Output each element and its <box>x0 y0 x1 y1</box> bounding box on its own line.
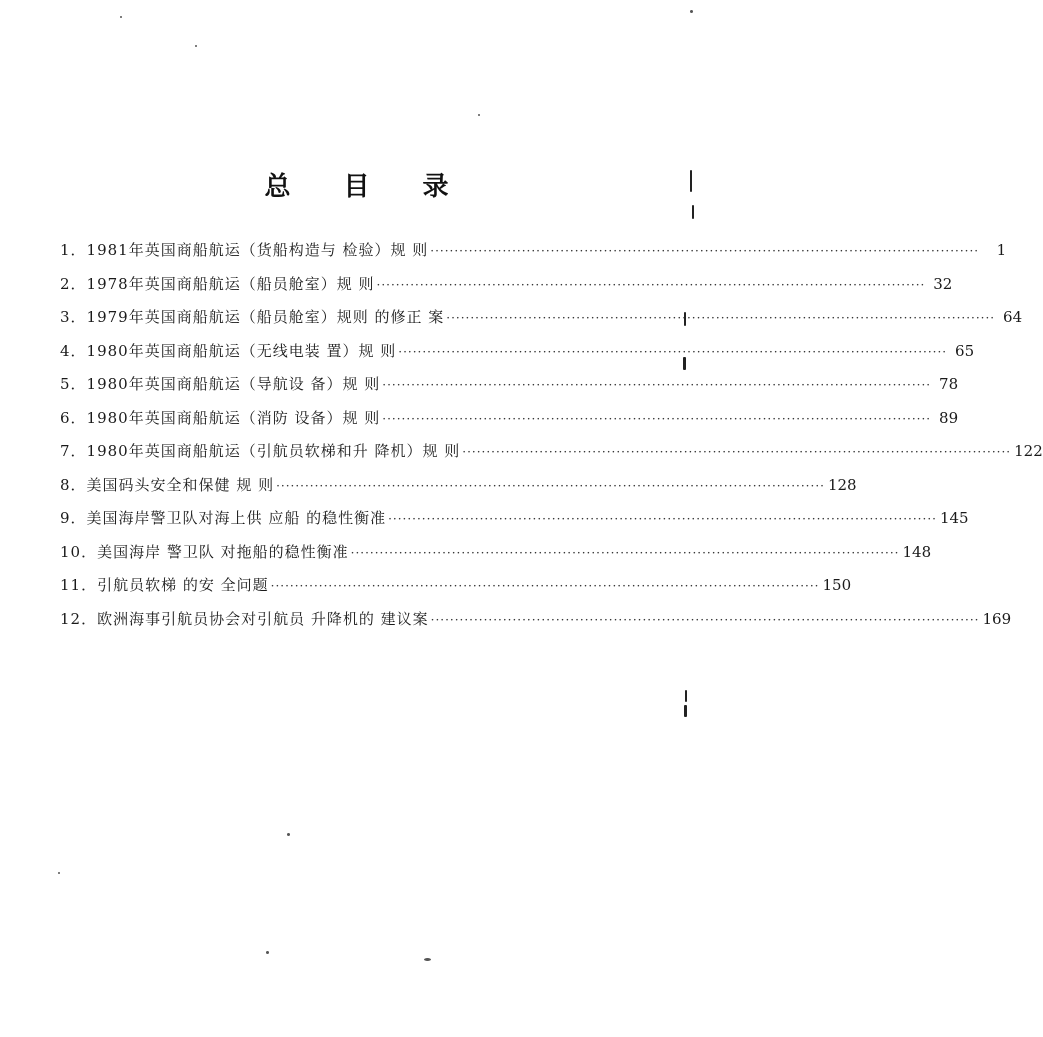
toc-entry <box>60 402 959 436</box>
toc-leader-dots <box>351 537 900 571</box>
scan-mark <box>683 357 686 370</box>
scan-speck <box>58 872 60 874</box>
toc-entry-title: 1981年英国商船航运（货船构造与 检验）规 则 <box>86 241 429 259</box>
toc-entry-page: 122 <box>1014 442 1043 460</box>
toc-entry-title: 美国海岸警卫队对海上供 应船 的稳性衡准 <box>86 509 387 527</box>
toc-leader-dots <box>271 570 820 604</box>
toc-entry-page: 78 <box>939 375 959 393</box>
toc-entry-title: 美国海岸 警卫队 对拖船的稳性衡准 <box>97 542 349 561</box>
toc-entry-number: 4． <box>60 341 87 360</box>
scan-mark <box>690 170 692 192</box>
toc-entry-page: 1 <box>996 241 1007 259</box>
scan-speck <box>690 10 693 13</box>
toc-entry-number: 2． <box>60 274 87 293</box>
toc-entry <box>60 469 857 503</box>
scan-mark <box>692 205 694 219</box>
toc-leader-dots <box>382 403 931 437</box>
toc-leader-dots <box>431 604 980 638</box>
toc-entry-page: 65 <box>955 341 975 360</box>
toc-leader-dots <box>462 436 1011 470</box>
scan-speck <box>424 958 431 961</box>
toc-leader-dots <box>382 369 931 403</box>
table-of-contents <box>60 234 1043 636</box>
toc-entry-page: 89 <box>939 408 959 427</box>
scan-speck <box>120 16 122 18</box>
toc-entry-number: 7． <box>60 442 87 460</box>
toc-entry-title: 1978年英国商船航运（船员舱室）规 则 <box>86 274 375 293</box>
scan-speck <box>287 833 290 836</box>
toc-entry-title: 引航员软梯 的安 全问题 <box>97 576 269 594</box>
toc-entry-page: 145 <box>939 509 969 527</box>
toc-entry-title: 1979年英国商船航运（船员舱室）规则 的修正 案 <box>86 308 445 326</box>
toc-entry-page: 148 <box>902 542 932 561</box>
toc-entry-number: 5． <box>60 375 87 393</box>
toc-leader-dots <box>377 269 926 303</box>
toc-leader-dots <box>276 470 825 504</box>
toc-leader-dots <box>398 336 947 370</box>
toc-entry <box>60 435 1043 469</box>
toc-entry-page: 128 <box>827 475 857 494</box>
toc-entry-number: 6． <box>60 408 87 427</box>
toc-entry <box>60 368 959 402</box>
toc-entry <box>60 301 1023 335</box>
toc-entry-number: 8． <box>60 475 87 494</box>
toc-entry <box>60 335 975 369</box>
toc-entry-title: 1980年英国商船航运（无线电装 置）规 则 <box>86 341 397 360</box>
toc-leader-dots <box>388 503 937 537</box>
scan-speck <box>195 45 197 47</box>
scan-mark <box>684 312 686 326</box>
toc-entry-page: 169 <box>982 609 1012 628</box>
toc-entry-number: 9． <box>60 509 87 527</box>
toc-leader-dots <box>430 235 979 269</box>
toc-entry <box>60 603 1012 637</box>
toc-entry-number: 1． <box>60 241 87 259</box>
toc-entry <box>60 268 953 302</box>
page-title: 总 目 录 <box>264 172 471 202</box>
toc-entry-title: 1980年英国商船航运（消防 设备）规 则 <box>86 408 381 427</box>
scan-speck <box>266 951 269 954</box>
toc-entry-number: 11． <box>60 576 98 594</box>
toc-entry-title: 美国码头安全和保健 规 则 <box>86 475 275 494</box>
toc-entry-number: 3． <box>60 308 87 326</box>
toc-entry-title: 1980年英国商船航运（引航员软梯和升 降机）规 则 <box>86 442 461 460</box>
toc-leader-dots <box>446 302 995 336</box>
toc-entry-page: 150 <box>822 576 852 594</box>
toc-entry-title: 1980年英国商船航运（导航设 备）规 则 <box>86 375 381 393</box>
toc-entry <box>60 234 1007 268</box>
toc-entry-page: 64 <box>1003 308 1023 326</box>
toc-entry-title: 欧洲海事引航员协会对引航员 升降机的 建议案 <box>97 609 429 628</box>
toc-entry <box>60 502 969 536</box>
toc-entry-number: 12． <box>60 609 98 628</box>
toc-entry-page: 32 <box>933 274 953 293</box>
scan-mark <box>684 705 687 717</box>
scan-speck <box>478 114 480 116</box>
toc-entry-number: 10． <box>60 542 98 561</box>
toc-entry <box>60 569 852 603</box>
scan-mark <box>685 690 687 702</box>
toc-entry <box>60 536 932 570</box>
